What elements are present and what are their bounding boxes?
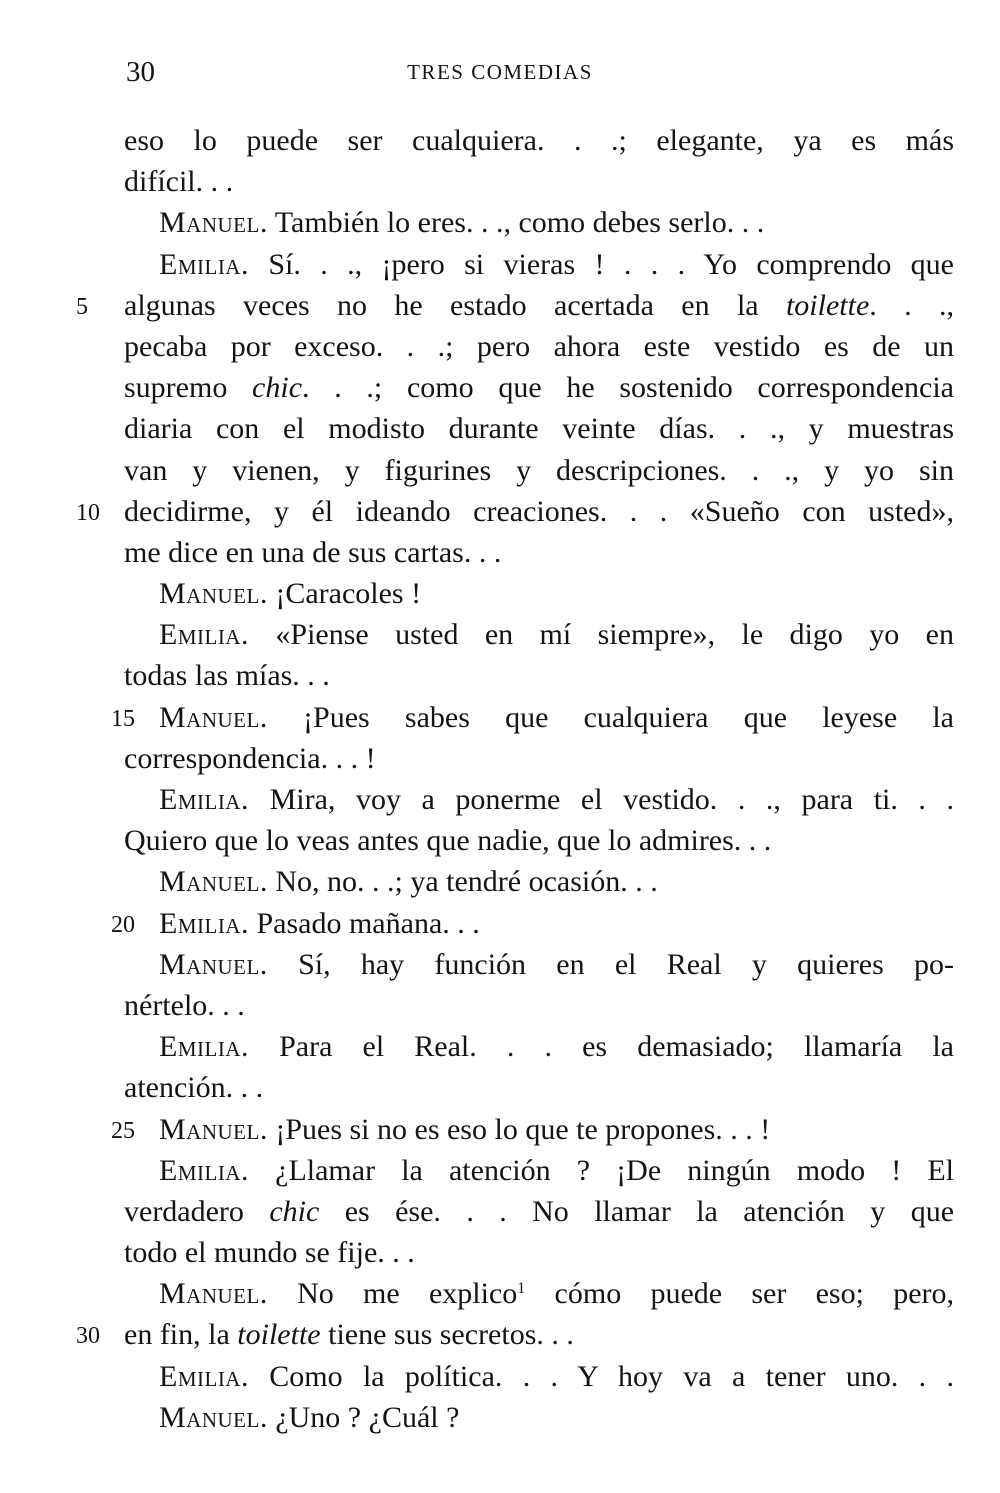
dialogue-line: Emilia. ¿Llamar la atención ? ¡De ningún modo ! El — [159, 1153, 954, 1187]
line-number: 25 — [111, 1117, 135, 1144]
text-line: van y vienen, y figurines y descripciones. . ., y yo sin — [124, 453, 954, 487]
text-line: verdadero chic es ése. . . No llamar la atención y que — [124, 1194, 955, 1228]
text-line: atención. . . — [124, 1071, 264, 1105]
dialogue-line: 25 Manuel. ¡Pues si no es eso lo que te propones. . . ! — [124, 1109, 954, 1150]
speaker-name: Manuel. — [159, 1277, 268, 1311]
speaker-name: Emilia. — [159, 1030, 249, 1064]
dialogue-line: 15 Manuel. ¡Pues sabes que cualquiera que leyese la — [124, 697, 954, 738]
speaker-name: Manuel. — [159, 577, 268, 611]
play-text — [76, 120, 955, 1438]
speaker-name: Manuel. — [159, 1400, 268, 1434]
line-number: 30 — [76, 1323, 100, 1350]
page-header — [0, 56, 1000, 96]
dialogue-line: 20 Emilia. Pasado mañana. . . — [124, 903, 954, 944]
speaker-name: Emilia. — [159, 783, 249, 816]
dialogue-line: Manuel. ¡Caracoles ! — [159, 577, 422, 611]
text-line: todas las mías. . . — [124, 659, 330, 693]
text-line: pecaba por exceso. . .; pero ahora este vestido es de un — [124, 329, 954, 363]
speaker-name: Emilia. — [159, 618, 249, 652]
text-line: 30 en fin, la toilette tiene sus secretos. . . — [124, 1314, 954, 1355]
text-line: correspondencia. . . ! — [124, 741, 376, 775]
text-line: todo el mundo se fije. . . — [124, 1236, 415, 1270]
speaker-name: Emilia. — [159, 906, 249, 940]
speaker-name: Manuel. — [159, 947, 268, 981]
dialogue-line: Manuel. No, no. . .; ya tendré ocasión. . . — [159, 865, 658, 899]
line-number: 20 — [111, 911, 135, 938]
text-line: eso lo puede ser cualquiera. . .; elegante, ya es más — [124, 124, 954, 157]
line-number: 5 — [76, 293, 88, 320]
speaker-name: Manuel. — [159, 206, 268, 240]
dialogue-line: Emilia. Mira, voy a ponerme el vestido. . ., para ti. . . — [159, 783, 954, 816]
text-line: difícil. . . — [124, 165, 234, 199]
text-line: 10 decidirme, y él ideando creaciones. . . «Sueño con usted», — [124, 491, 954, 532]
footnote-marker: 1 — [517, 1280, 526, 1298]
text-line: Quiero que lo veas antes que nadie, que lo admires. . . — [124, 824, 772, 858]
dialogue-line: Emilia. Para el Real. . . es demasiado; llamaría la — [159, 1030, 955, 1064]
running-title: TRES COMEDIAS — [407, 60, 593, 84]
speaker-name: Manuel. — [159, 700, 268, 734]
speaker-name: Emilia. — [159, 1153, 249, 1187]
text-line: diaria con el modisto durante veinte días. . ., y muestras — [124, 412, 954, 446]
text-line: me dice en una de sus cartas. . . — [124, 535, 502, 569]
dialogue-line: Manuel. ¿Uno ? ¿Cuál ? — [159, 1400, 460, 1434]
dialogue-line: Emilia. Como la política. . . Y hoy va a tener uno. . . — [159, 1359, 954, 1393]
dialogue-line: Manuel. No me explico$^1$ cómo puede ser eso; pero, — [159, 1277, 955, 1311]
dialogue-line: Manuel. Sí, hay función en el Real y quieres po- — [159, 947, 955, 981]
text-line: nértelo. . . — [124, 988, 245, 1022]
dialogue-line: Emilia. Sí. . ., ¡pero si vieras ! . . . Yo comprendo que — [159, 247, 954, 281]
text-line: supremo chic. . .; como que he sostenido correspondencia — [124, 371, 954, 405]
page-number: 30 — [126, 56, 155, 88]
speaker-name: Emilia. — [159, 1359, 249, 1393]
text-line: 5 algunas veces no he estado acertada en la toilette. . ., — [124, 285, 954, 326]
line-number: 10 — [76, 499, 100, 526]
speaker-name: Emilia. — [159, 247, 249, 281]
dialogue-line: Emilia. «Piense usted en mí siempre», le digo yo en — [159, 618, 955, 652]
speaker-name: Manuel. — [159, 1112, 268, 1146]
speaker-name: Manuel. — [159, 865, 268, 899]
line-number: 15 — [111, 705, 135, 732]
dialogue-line: Manuel. También lo eres. . ., como debes serlo. . . — [159, 206, 765, 240]
